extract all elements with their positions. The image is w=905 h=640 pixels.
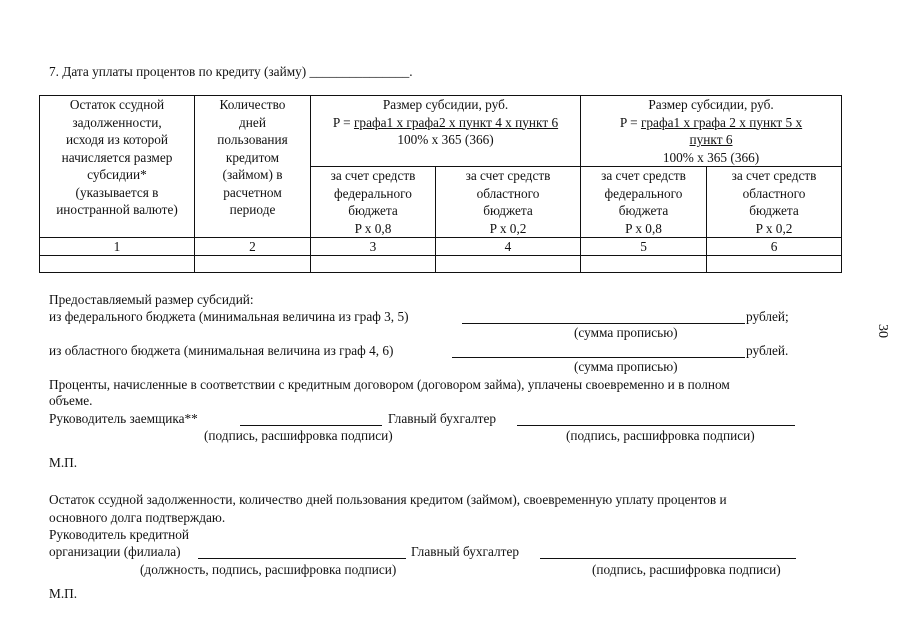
header-days-count: Количество дней пользования кредитом (займом) в расчетном периоде [195,96,311,238]
column-number: 4 [436,238,581,256]
subsidy-table [39,95,842,273]
chief-accountant-label: Главный бухгалтер [388,411,497,426]
data-cell[interactable] [311,256,436,273]
federal-budget-label: из федерального бюджета (минимальная величина из граф 3, 5) [49,309,409,324]
column-number: 2 [195,238,311,256]
stamp-placeholder: М.П. [49,586,78,601]
credit-org-head-label-cont: организации (филиала) [49,544,181,559]
formula-denominator: 100% х 365 (366) [397,132,494,147]
data-cell[interactable] [436,256,581,273]
column-number: 5 [581,238,707,256]
subheader-regional-1: за счет средств областного бюджета P х 0,2 [436,167,581,238]
interest-paid-statement: Проценты, начисленные в соответствии с кредитным договором (договором займа), уплачены своевременно и в полном [49,377,730,392]
regional-amount-field[interactable] [452,357,745,358]
header-subsidy-group-2 [581,96,842,167]
table-column-numbers-row [40,238,842,256]
credit-org-accountant-signature-field[interactable] [540,558,796,559]
formula-prefix: P = [332,114,354,130]
data-cell[interactable] [707,256,842,273]
interest-paid-statement-cont: объеме. [49,393,93,408]
data-cell[interactable] [40,256,195,273]
formula-numerator: графа1 х графа 2 х пункт 5 х [640,114,803,130]
borrower-head-label: Руководитель заемщика** [49,411,198,426]
provided-heading: Предоставляемый размер субсидий: [49,292,254,307]
formula-numerator: графа1 х графа2 х пункт 4 х пункт 6 [353,114,559,130]
subheader-federal-1: за счет средств федерального бюджета P х 0,8 [311,167,436,238]
formula-prefix: P = [619,114,641,130]
header-loan-balance: Остаток ссудной задолженности, исходя из которой начисляется размер субсидии* (указывается в иностранной валюте) [40,96,195,238]
chief-accountant-signature-field[interactable] [517,425,795,426]
signature-caption: (подпись, расшифровка подписи) [204,428,393,443]
borrower-head-signature-field[interactable] [240,425,382,426]
signature-caption: (подпись, расшифровка подписи) [566,428,755,443]
federal-amount-field[interactable] [462,323,745,324]
regional-unit: рублей. [746,343,789,358]
subsidy-title: Размер субсидии, руб. [382,97,509,112]
stamp-placeholder: М.П. [49,455,78,470]
signature-caption: (должность, подпись, расшифровка подписи) [140,562,397,577]
formula-denominator: 100% х 365 (366) [662,149,760,165]
regional-budget-label: из областного бюджета (минимальная величина из граф 4, 6) [49,343,394,358]
column-number: 1 [40,238,195,256]
chief-accountant-label: Главный бухгалтер [411,544,520,559]
column-number: 3 [311,238,436,256]
confirmation-statement: Остаток ссудной задолженности, количество дней пользования кредитом (займом), своевременную уплату процентов и [49,492,727,507]
credit-org-head-label: Руководитель кредитной [49,527,189,542]
subheader-regional-2: за счет средств областного бюджета P х 0,2 [707,167,842,238]
sum-in-words-caption: (сумма прописью) [574,325,678,340]
column-number: 6 [707,238,842,256]
confirmation-statement-cont: основного долга подтверждаю. [49,510,226,525]
table-header-row [40,96,842,167]
federal-unit: рублей; [746,309,789,324]
header-subsidy-group-1 [311,96,581,167]
data-cell[interactable] [195,256,311,273]
page-number: 30 [875,324,890,338]
data-cell[interactable] [581,256,707,273]
subheader-federal-2: за счет средств федерального бюджета P х 0,8 [581,167,707,238]
table-empty-data-row [40,256,842,273]
subsidy-title: Размер субсидии, руб. [648,97,774,112]
signature-caption: (подпись, расшифровка подписи) [592,562,781,577]
item-7-payment-date: 7. Дата уплаты процентов по кредиту (займу) _______________. [49,64,413,79]
sum-in-words-caption: (сумма прописью) [574,359,678,374]
formula-numerator-cont: пункт 6 [689,132,733,147]
credit-org-head-signature-field[interactable] [198,558,406,559]
